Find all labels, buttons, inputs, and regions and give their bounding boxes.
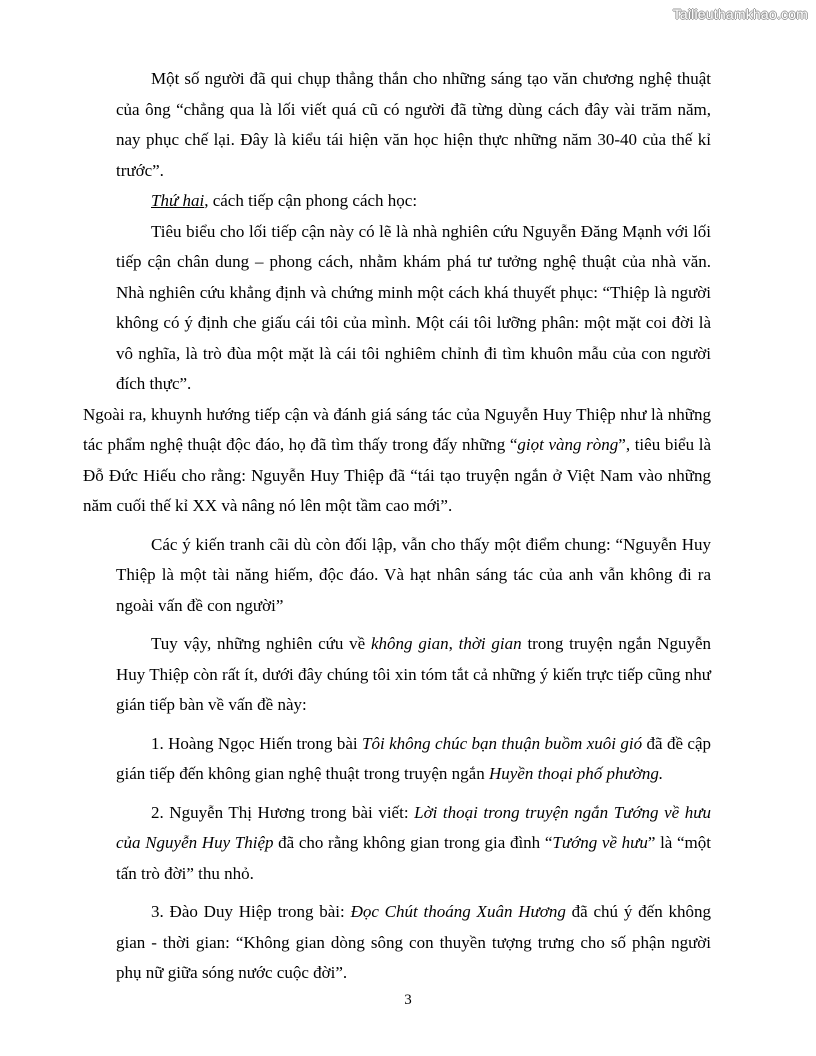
emphasis-khong-gian: không gian [371, 634, 449, 653]
work-title-1: Tôi không chúc bạn thuận buồm xuôi gió [362, 733, 643, 753]
emphasis-thoi-gian: thời gian [458, 634, 522, 653]
work-title-4: Tướng về hưu [552, 833, 648, 852]
section-heading-thu-hai: Thứ hai [151, 191, 205, 210]
watermark: Tailieuthamkhao.com [672, 6, 808, 22]
paragraph-8: 2. Nguyễn Thị Hương trong bài viết: Lời thoại trong truyện ngắn Tướng về hưu của Nguyễn Huy Thiệp đã cho rằng không gian trong gia đình “Tướng về hưu” là “một tấn trò đời” thu nhỏ. [116, 802, 711, 883]
work-title-5: Đọc Chút thoáng Xuân Hương [350, 902, 566, 921]
paragraph-5: Các ý kiến tranh cãi dù còn đối lập, vẫn cho thấy một điểm chung: “Nguyễn Huy Thiệp là một tài năng hiếm, độc đáo. Và hạt nhân sáng tác của anh vẫn không đi ra ngoài vấn đề con người” [116, 534, 711, 615]
paragraph-3: Tiêu biểu cho lối tiếp cận này có lẽ là nhà nghiên cứu Nguyễn Đăng Mạnh với lối tiếp cận chân dung – phong cách, nhằm khám phá tư tưởng nghệ thuật của nhà văn. Nhà nghiên cứu khẳng định và chứng minh một cách khá thuyết phục: “Thiệp là người không có ý định che giấu cái tôi của mình. Một cái tôi lưỡng phân: một mặt coi đời là vô nghĩa, là trò đùa một mặt là cái tôi nghiêm chỉnh đi tìm khuôn mẫu của con người đích thực”. [116, 221, 711, 393]
paragraph-2-text: , cách tiếp cận phong cách học: [204, 191, 418, 210]
paragraph-2 [116, 186, 711, 217]
paragraph-9: 3. Đào Duy Hiệp trong bài: Đọc Chút thoáng Xuân Hương đã chú ý đến không gian - thời gian: “Không gian dòng sông con thuyền tượng trưng cho số phận người phụ nữ giữa sóng nước cuộc đời”. [116, 902, 711, 982]
emphasis-giot-vang-rong: giọt vàng ròng [517, 435, 619, 454]
work-title-2: Huyền thoại phố phường. [488, 764, 664, 783]
paragraph-6: Tuy vậy, những nghiên cứu về không gian, thời gian trong truyện ngắn Nguyễn Huy Thiệp còn rất ít, dưới đây chúng tôi xin tóm tắt cả những ý kiến trực tiếp cũng như gián tiếp bàn về vấn đề này: [116, 634, 712, 714]
body-text [83, 64, 712, 989]
paragraph-7: 1. Hoàng Ngọc Hiến trong bài Tôi không chúc bạn thuận buồm xuôi gió đã đề cập gián tiếp đến không gian nghệ thuật trong truyện ngắn Huyền thoại phố phường. [116, 733, 711, 783]
paragraph-4: Ngoài ra, khuynh hướng tiếp cận và đánh giá sáng tác của Nguyễn Huy Thiệp như là những tác phẩm nghệ thuật độc đáo, họ đã tìm thấy trong đấy những “giọt vàng ròng”, tiêu biểu là Đỗ Đức Hiếu cho rằng: Nguyễn Huy Thiệp đã “tái tạo truyện ngắn ở Việt Nam vào những năm cuối thế kỉ XX và nâng nó lên một tầm cao mới”. [83, 404, 712, 515]
page-number: 3 [404, 992, 412, 1008]
work-title-3: Lời thoại trong truyện ngắn Tướng về hưu của Nguyễn Huy Thiệp [116, 802, 711, 852]
paragraph-1: Một số người đã qui chụp thẳng thắn cho những sáng tạo văn chương nghệ thuật của ông “chẳng qua là lối viết quá cũ có người đã từng dùng cách đây vài trăm năm, nay phục chế lại. Đây là kiểu tái hiện văn học hiện thực những năm 30-40 của thế kỉ trước”. [116, 69, 711, 180]
